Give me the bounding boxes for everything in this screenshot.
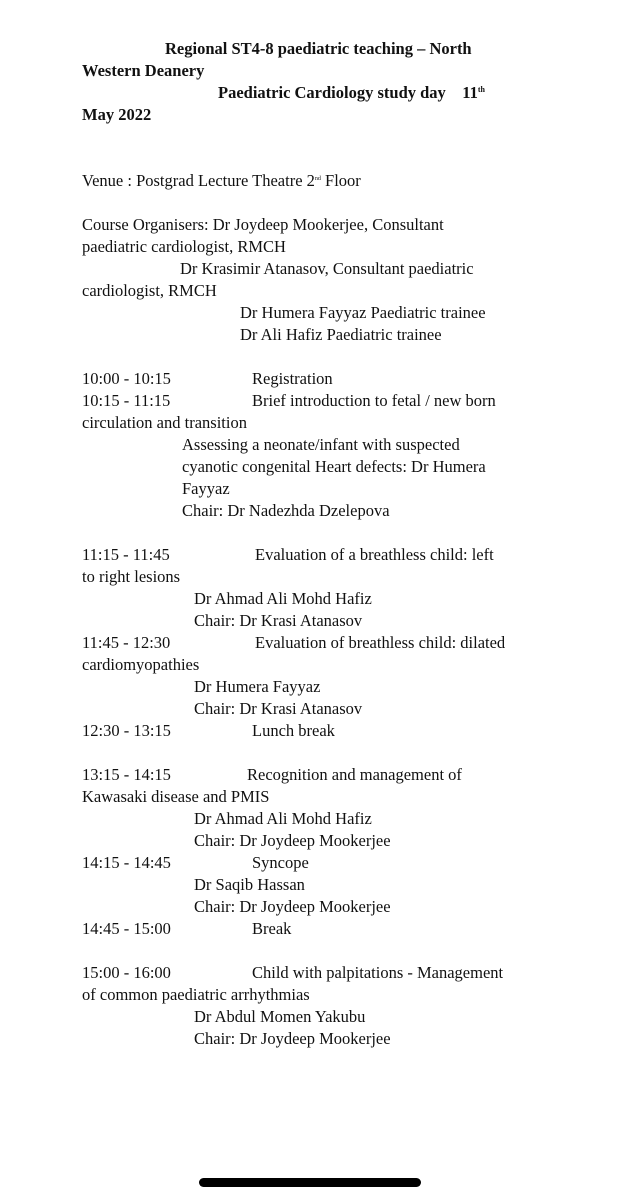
session-chair: Chair: Dr Nadezhda Dzelepova	[182, 501, 390, 520]
venue-line	[82, 170, 361, 192]
session-time: 15:00 - 16:00	[82, 963, 171, 982]
session-time: 12:30 - 13:15	[82, 721, 171, 740]
session-title: Syncope	[252, 853, 309, 872]
session-time: 14:15 - 14:45	[82, 853, 171, 872]
session-time: 13:15 - 14:15	[82, 765, 171, 784]
session-time: 10:00 - 10:15	[82, 369, 171, 388]
session-detail: Dr Ahmad Ali Mohd Hafiz	[194, 589, 372, 608]
session-chair: Chair: Dr Joydeep Mookerjee	[194, 897, 391, 916]
session-title: Lunch break	[252, 721, 335, 740]
session-title: Kawasaki disease and PMIS	[82, 787, 270, 806]
session-title: Registration	[252, 369, 333, 388]
session-title: circulation and transition	[82, 413, 247, 432]
organiser-line: Course Organisers: Dr Joydeep Mookerjee, Consultant	[82, 215, 444, 234]
session-title: of common paediatric arrhythmias	[82, 985, 310, 1004]
title-line-2: Western Deanery	[82, 61, 205, 80]
session-chair: Chair: Dr Joydeep Mookerjee	[194, 1029, 391, 1048]
session-detail: cyanotic congenital Heart defects: Dr Humera	[182, 457, 486, 476]
venue-text: Venue : Postgrad Lecture Theatre 2	[82, 171, 315, 190]
session-title: Brief introduction to fetal / new born	[252, 391, 496, 410]
session-title: Recognition and management of	[247, 765, 462, 784]
session-title: to right lesions	[82, 567, 181, 586]
home-indicator-bar[interactable]	[199, 1178, 421, 1187]
session-chair: Chair: Dr Joydeep Mookerjee	[194, 831, 391, 850]
organiser-line: paediatric cardiologist, RMCH	[82, 237, 286, 256]
subtitle-line-2: May 2022	[82, 105, 152, 124]
session-time: 11:15 - 11:45	[82, 545, 170, 564]
session-detail: Dr Humera Fayyaz	[194, 677, 321, 696]
session-detail: Dr Ahmad Ali Mohd Hafiz	[194, 809, 372, 828]
organiser-line: Dr Humera Fayyaz Paediatric trainee	[240, 303, 486, 322]
session-title: Evaluation of a breathless child: left	[255, 545, 494, 564]
session-title: Evaluation of breathless child: dilated	[255, 633, 506, 652]
session-detail: Dr Abdul Momen Yakubu	[194, 1007, 366, 1026]
subtitle-superscript: th	[477, 85, 486, 94]
subtitle-line-1	[218, 82, 485, 104]
organiser-line: cardiologist, RMCH	[82, 281, 217, 300]
organiser-line: Dr Krasimir Atanasov, Consultant paediatric	[180, 259, 474, 278]
session-title: Break	[252, 919, 292, 938]
session-detail: Assessing a neonate/infant with suspected	[182, 435, 460, 454]
session-detail: Fayyaz	[182, 479, 230, 498]
venue-superscript: nd	[314, 176, 321, 182]
session-chair: Chair: Dr Krasi Atanasov	[194, 611, 363, 630]
session-title: Child with palpitations - Management	[252, 963, 504, 982]
title-line-1: Regional ST4-8 paediatric teaching – North	[165, 39, 472, 58]
organiser-line: Dr Ali Hafiz Paediatric trainee	[240, 325, 442, 344]
session-title: cardiomyopathies	[82, 655, 200, 674]
session-detail: Dr Saqib Hassan	[194, 875, 305, 894]
subtitle-text: Paediatric Cardiology study day 11	[218, 83, 478, 102]
venue-suffix: Floor	[320, 171, 361, 190]
session-time: 10:15 - 11:15	[82, 391, 171, 410]
session-chair: Chair: Dr Krasi Atanasov	[194, 699, 363, 718]
session-time: 14:45 - 15:00	[82, 919, 171, 938]
session-time: 11:45 - 12:30	[82, 633, 171, 652]
